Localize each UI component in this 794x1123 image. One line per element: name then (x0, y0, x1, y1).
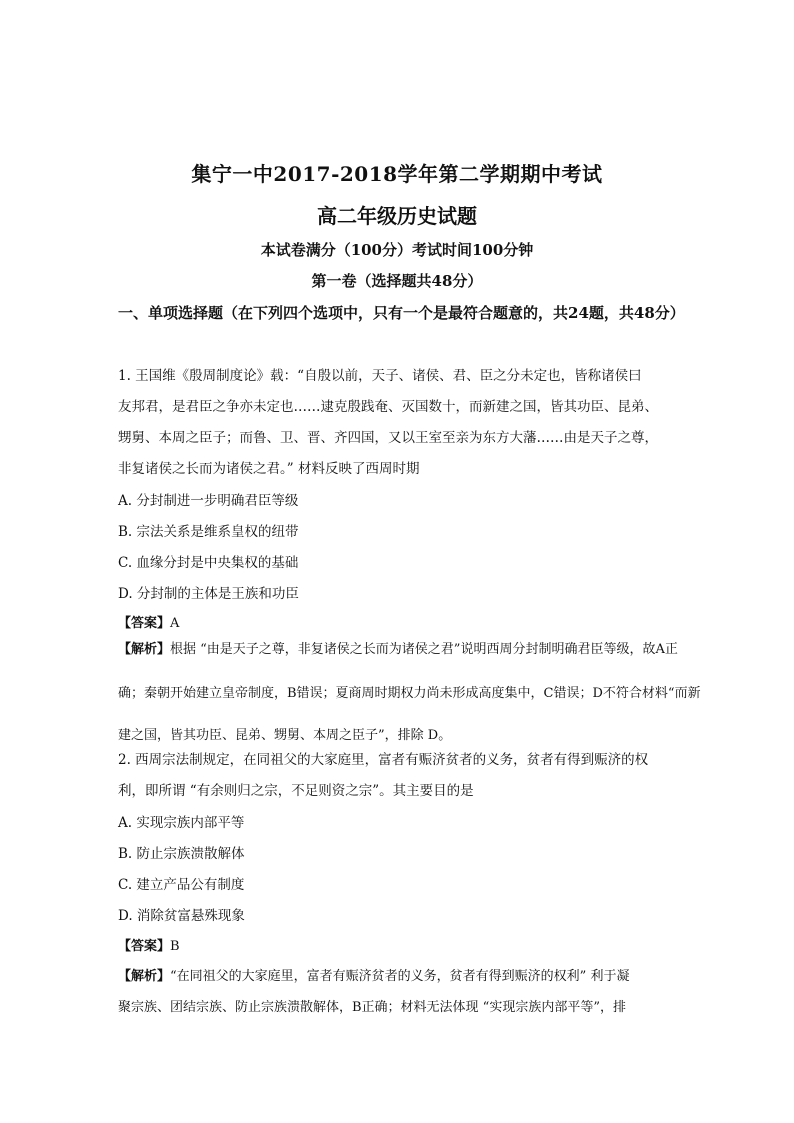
q2-option-d: D. 消除贫富悬殊现象 (118, 908, 245, 924)
q1-option-d: D. 分封制的主体是王族和功臣 (118, 586, 299, 602)
q1-line-3: 甥舅、本周之臣子；而鲁、卫、晋、齐四国，又以王室至亲为东方大藩……由是天子之尊， (118, 430, 658, 446)
q1-explanation-text-1: 根据 “由是天子之尊，非复诸侯之长而为诸侯之君”说明西周分封制明确君臣等级，故A正 (170, 642, 678, 657)
q2-answer (118, 935, 180, 954)
q1-explanation-line-2: 确；秦朝开始建立皇帝制度，B错误；夏商周时期权力尚未形成高度集中，C错误；D不符合材料“而新 (118, 686, 701, 701)
q2-explanation-line-2: 聚宗族、团结宗族、防止宗族溃散解体，B正确；材料无法体现 “实现宗族内部平等”，排 (118, 1000, 626, 1015)
exam-subtitle: 高二年级历史试题 (317, 204, 477, 228)
q1-option-c: C. 血缘分封是中央集权的基础 (118, 555, 299, 571)
q1-explanation-label: 【解析】 (118, 642, 171, 657)
q2-option-a: A. 实现宗族内部平等 (118, 815, 245, 831)
q1-line-2: 友邦君，是君臣之争亦未定也……逮克殷践奄、灭国数十，而新建之国，皆其功臣、昆弟、 (118, 399, 658, 415)
q2-option-c: C. 建立产品公有制度 (118, 877, 245, 893)
q1-option-b: B. 宗法关系是维系皇权的纽带 (118, 524, 299, 540)
q2-explanation-line-1 (118, 965, 778, 984)
q2-line-2: 利，即所谓 “有余则归之宗，不足则资之宗”。其主要目的是 (118, 783, 474, 799)
section-heading: 一、单项选择题（在下列四个选项中，只有一个是最符合题意的，共24题，共48分） (118, 304, 685, 322)
q1-option-a: A. 分封制进一步明确君臣等级 (118, 493, 299, 509)
q2-answer-label: 【答案】 (118, 939, 171, 954)
q2-explanation-label: 【解析】 (118, 969, 171, 984)
q1-answer-label: 【答案】 (118, 616, 171, 631)
exam-info: 本试卷满分（100分）考试时间100分钟 (260, 241, 534, 259)
q2-line-1: 2. 西周宗法制规定，在同祖父的大家庭里，富者有赈济贫者的义务，贫者有得到赈济的权 (118, 752, 649, 768)
part-heading: 第一卷（选择题共48分） (311, 272, 483, 290)
q2-explanation-text-1: “在同祖父的大家庭里，富者有赈济贫者的义务，贫者有得到赈济的权利” 利于凝 (170, 969, 630, 984)
q1-answer (118, 612, 179, 631)
q2-answer-value: B (170, 939, 180, 954)
q1-answer-value: A (170, 616, 180, 631)
q2-option-b: B. 防止宗族溃散解体 (118, 846, 245, 862)
q1-line-1: 1. 王国维《殷周制度论》载：“自殷以前，天子、诸侯、君、臣之分未定也，皆称诸侯曰 (118, 368, 642, 384)
exam-title: 集宁一中2017-2018学年第二学期期中考试 (191, 162, 603, 186)
q1-explanation-line-3: 建之国，皆其功臣、昆弟、甥舅、本周之臣子”，排除 D。 (118, 728, 452, 743)
q1-explanation-line-1 (118, 638, 778, 657)
q1-line-4: 非复诸侯之长而为诸侯之君。” 材料反映了西周时期 (118, 461, 420, 477)
